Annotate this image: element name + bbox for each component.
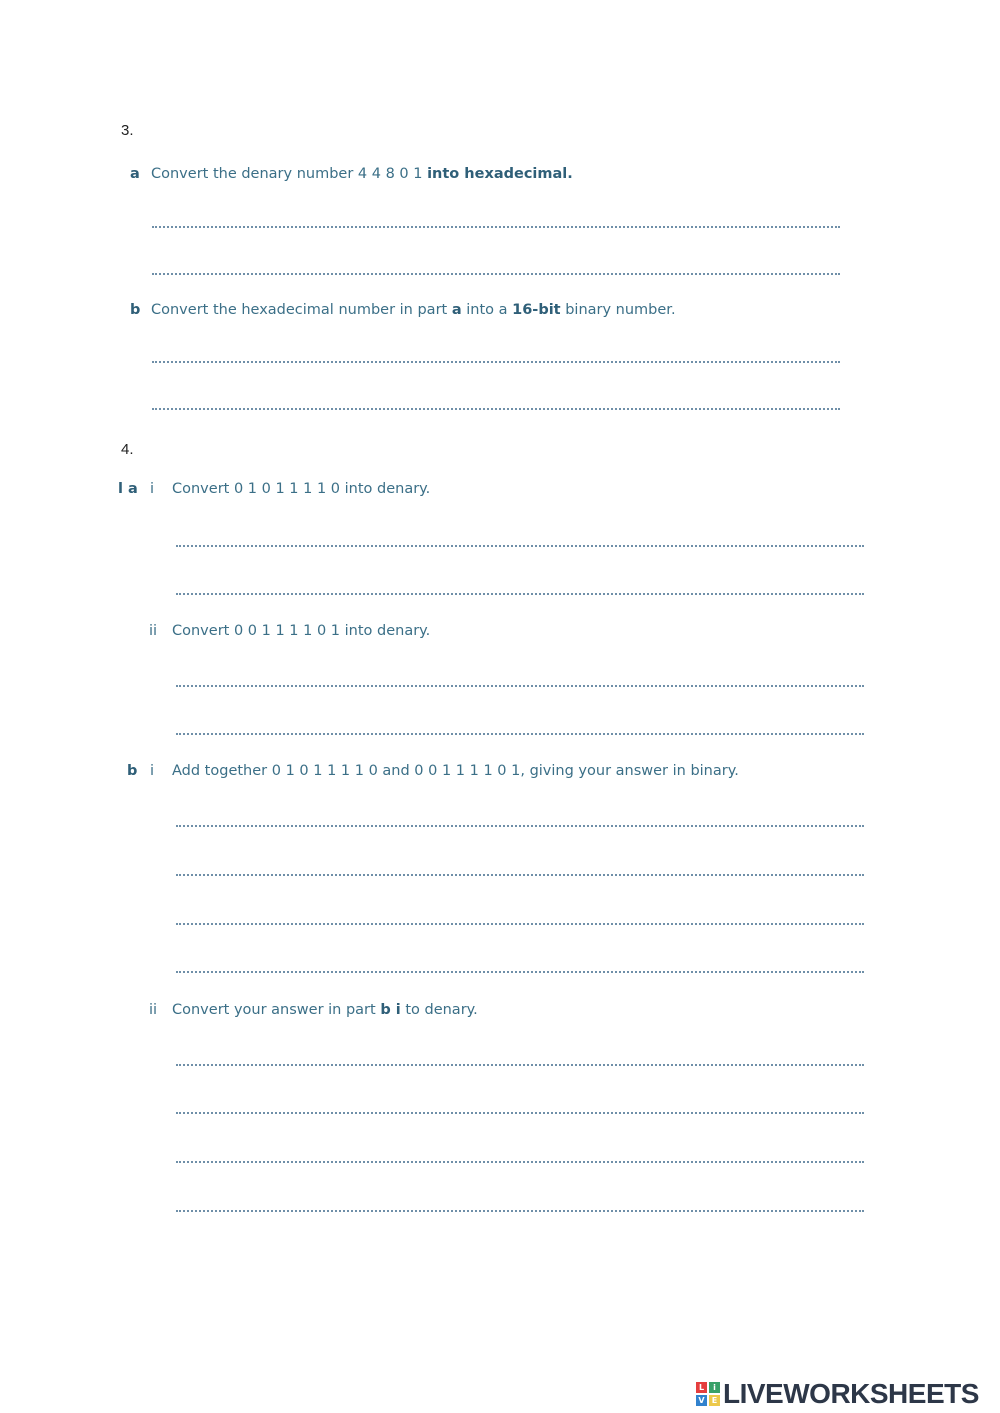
q4-a-i-question: Convert 0 1 0 1 1 1 1 0 into denary. bbox=[172, 481, 431, 497]
logo-icon bbox=[696, 1382, 720, 1406]
answer-line[interactable] bbox=[176, 685, 864, 687]
q4-b-ii-question bbox=[172, 1002, 478, 1018]
answer-line[interactable] bbox=[152, 226, 840, 228]
answer-line[interactable] bbox=[176, 1210, 864, 1212]
answer-line[interactable] bbox=[176, 1161, 864, 1163]
question-4-number: 4. bbox=[121, 441, 134, 458]
logo-square: L bbox=[696, 1382, 707, 1393]
answer-line[interactable] bbox=[152, 361, 840, 363]
q4-b-i-question: Add together 0 1 0 1 1 1 1 0 and 0 0 1 1 1 1 0 1, giving your answer in binary. bbox=[172, 763, 739, 779]
liveworksheets-logo bbox=[696, 1378, 979, 1410]
q4-a-ii-label: ii bbox=[149, 623, 158, 639]
q3-part-b-label: b bbox=[130, 302, 141, 318]
q4-b-ii-label: ii bbox=[149, 1002, 158, 1018]
answer-line[interactable] bbox=[176, 733, 864, 735]
q3-part-a-label: a bbox=[130, 166, 140, 182]
answer-line[interactable] bbox=[176, 545, 864, 547]
q3-part-a-question bbox=[151, 166, 573, 182]
q3a-text: Convert the denary number 4 4 8 0 1 bbox=[151, 166, 428, 182]
answer-line[interactable] bbox=[176, 1112, 864, 1114]
q4-part-b-label: b bbox=[127, 763, 138, 779]
q4-part-a-label: l a bbox=[118, 481, 138, 497]
q3b-text-3: binary number. bbox=[560, 302, 676, 318]
q3b-text-2: into a bbox=[461, 302, 513, 318]
answer-line[interactable] bbox=[176, 1064, 864, 1066]
logo-square: i bbox=[709, 1382, 720, 1393]
q4-b-i-label: i bbox=[150, 763, 155, 779]
q4-a-ii-question: Convert 0 0 1 1 1 1 0 1 into denary. bbox=[172, 623, 431, 639]
q3b-text-1: Convert the hexadecimal number in part bbox=[151, 302, 452, 318]
q4-a-i-label: i bbox=[150, 481, 155, 497]
answer-line[interactable] bbox=[176, 923, 864, 925]
answer-line[interactable] bbox=[152, 273, 840, 275]
q3b-bold-2: 16-bit bbox=[512, 302, 561, 318]
logo-square: E bbox=[709, 1395, 720, 1406]
q4bii-text-2: to denary. bbox=[400, 1002, 478, 1018]
q4bii-text-1: Convert your answer in part bbox=[172, 1002, 381, 1018]
answer-line[interactable] bbox=[176, 593, 864, 595]
answer-line[interactable] bbox=[176, 971, 864, 973]
question-3-number: 3. bbox=[121, 122, 134, 139]
q3-part-b-question bbox=[151, 302, 676, 318]
answer-line[interactable] bbox=[176, 825, 864, 827]
answer-line[interactable] bbox=[152, 408, 840, 410]
q4bii-bold: b i bbox=[380, 1002, 401, 1018]
logo-square: V bbox=[696, 1395, 707, 1406]
logo-text: LIVEWORKSHEETS bbox=[723, 1378, 979, 1409]
answer-line[interactable] bbox=[176, 874, 864, 876]
q3b-bold-1: a bbox=[451, 302, 462, 318]
q3a-bold: into hexadecimal. bbox=[427, 166, 573, 182]
